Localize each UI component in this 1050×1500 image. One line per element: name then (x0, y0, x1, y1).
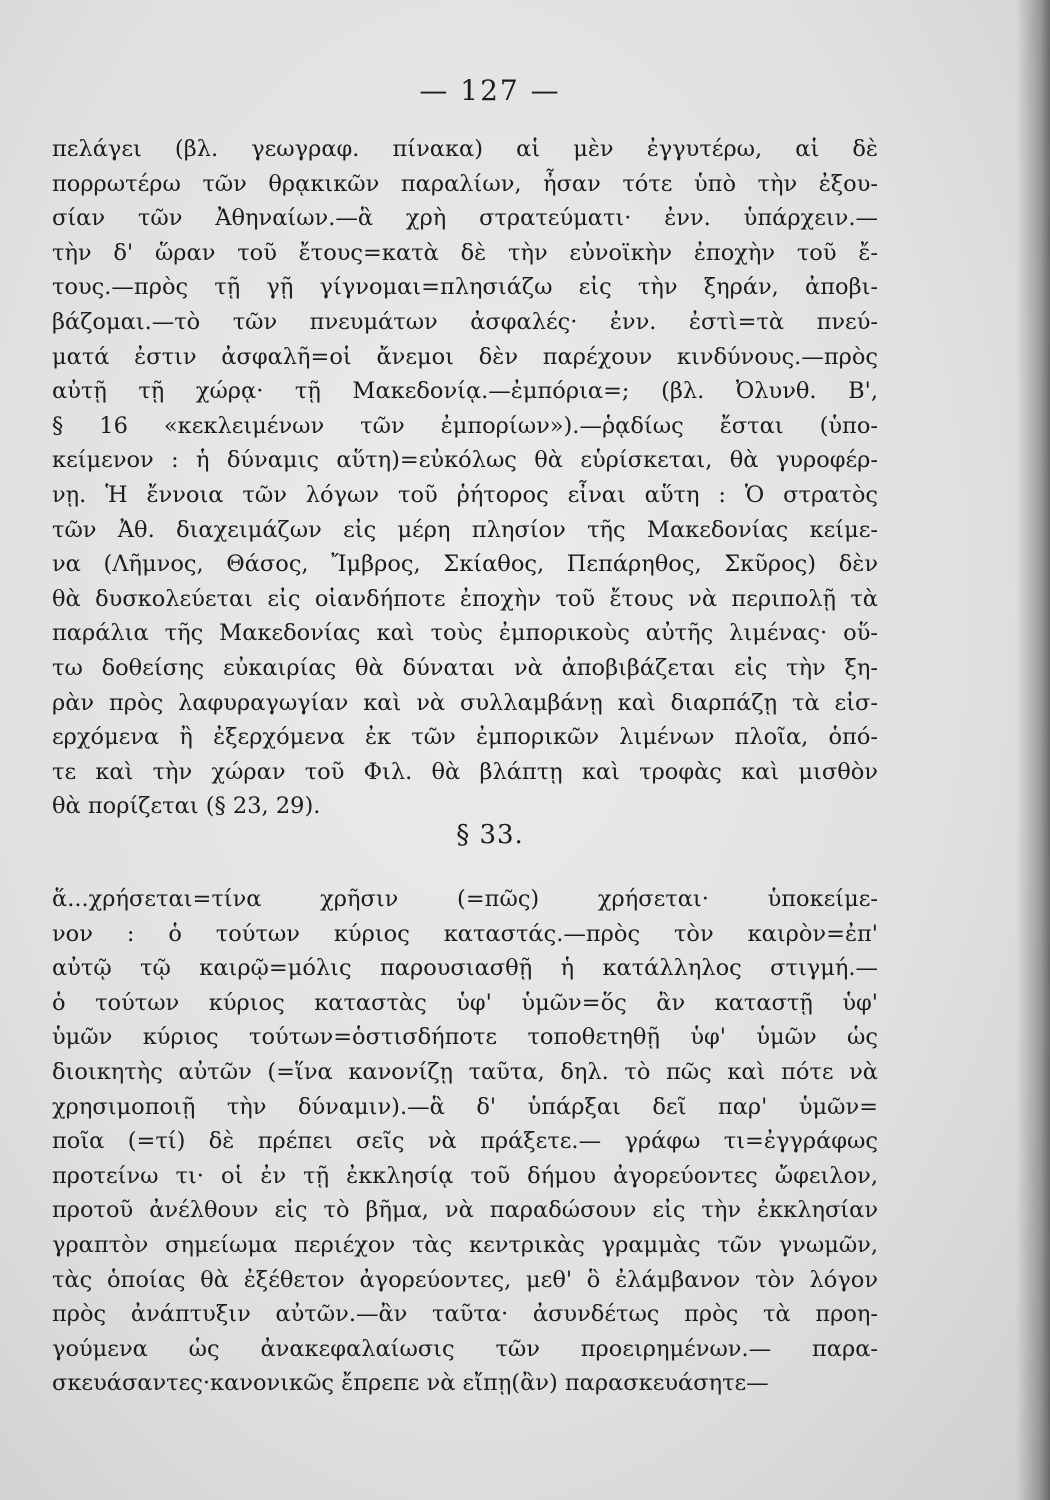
page-edge-shadow (1016, 0, 1050, 1500)
commentary-block-two (52, 882, 878, 1401)
page-number: — 127 — (419, 74, 561, 107)
text-line: σκευάσαντες·κανονικῶς ἔπρεπε νὰ εἴπῃ(ἂν) παρασκευάσητε— (52, 1370, 769, 1397)
text-line: αὐτῷ τῷ καιρῷ=μόλις παρουσιασθῇ ἡ κατάλληλος στιγμή.— (52, 955, 878, 982)
text-line: τε καὶ τὴν χώραν τοῦ Φιλ. θὰ βλάπτῃ καὶ τροφὰς καὶ μισθὸν (52, 758, 878, 785)
text-line: χρησιμοποιῇ τὴν δύναμιν).—ἃ δ' ὑπάρξαι δεῖ παρ' ὑμῶν= (52, 1093, 878, 1120)
text-line: αὐτῇ τῇ χώρᾳ· τῇ Μακεδονίᾳ.—ἐμπόρια=; (βλ. Ὀλυνθ. Β', (52, 378, 878, 405)
text-line: πρὸς ἀνάπτυξιν αὐτῶν.—ἂν ταῦτα· ἀσυνδέτως πρὸς τὰ προη- (52, 1301, 878, 1328)
text-line: σίαν τῶν Ἀθηναίων.—ἃ χρὴ στρατεύματι· ἐνν. ὑπάρχειν.— (52, 205, 878, 232)
commentary-block-one (52, 132, 878, 824)
text-line: γούμενα ὡς ἀνακεφαλαίωσις τῶν προειρημένων.— παρα- (52, 1335, 878, 1362)
text-line: κείμενον : ἡ δύναμις αὕτη)=εὐκόλως θὰ εὑρίσκεται, θὰ γυροφέρ- (52, 447, 878, 474)
text-line: τῶν Ἀθ. διαχειμάζων εἰς μέρη πλησίον τῆς Μακεδονίας κείμε- (52, 516, 878, 543)
text-line: τὴν δ' ὥραν τοῦ ἔτους=κατὰ δὲ τὴν εὐνοϊκὴν ἐποχὴν τοῦ ἔ- (52, 239, 878, 266)
text-line: νῃ. Ἡ ἔννοια τῶν λόγων τοῦ ῥήτορος εἶναι αὕτη : Ὁ στρατὸς (52, 481, 878, 508)
text-line: ερχόμενα ἢ ἐξερχόμενα ἐκ τῶν ἐμπορικῶν λιμένων πλοῖα, ὁπό- (52, 724, 878, 751)
text-line: τους.—πρὸς τῇ γῇ γίγνομαι=πλησιάζω εἰς τὴν ξηράν, ἀποβι- (52, 274, 878, 301)
text-line: πελάγει (βλ. γεωγραφ. πίνακα) αἱ μὲν ἐγγυτέρω, αἱ δὲ (52, 136, 878, 162)
text-line: βάζομαι.—τὸ τῶν πνευμάτων ἀσφαλές· ἐνν. ἐστὶ=τὰ πνεύ- (52, 308, 878, 335)
text-line: ὁ τούτων κύριος καταστὰς ὑφ' ὑμῶν=ὅς ἂν καταστῇ ὑφ' (52, 989, 878, 1016)
text-line: τω δοθείσης εὐκαιρίας θὰ δύναται νὰ ἀποβιβάζεται εἰς τὴν ξη- (52, 654, 878, 681)
text-line: ποῖα (=τί) δὲ πρέπει σεῖς νὰ πράξετε.— γράφω τι=ἐγγράφως (52, 1128, 878, 1155)
text-line: θὰ δυσκολεύεται εἰς οἱανδήποτε ἐποχὴν τοῦ ἔτους νὰ περιπολῇ τὰ (52, 585, 878, 612)
text-line: προτείνω τι· οἱ ἐν τῇ ἐκκλησίᾳ τοῦ δήμου ἀγορεύοντες ὤφειλον, (52, 1162, 878, 1189)
text-line: γραπτὸν σημείωμα περιέχον τὰς κεντρικὰς γραμμὰς τῶν γνωμῶν, (52, 1231, 878, 1258)
text-line: τὰς ὁποίας θὰ ἐξέθετον ἀγορεύοντες, μεθ' ὃ ἐλάμβανον τὸν λόγον (52, 1266, 878, 1293)
text-line: να (Λῆμνος, Θάσος, Ἴμβρος, Σκίαθος, Πεπάρηθος, Σκῦρος) δὲν (52, 551, 878, 578)
section-heading: § 33. (456, 820, 524, 850)
text-line: θὰ πορίζεται (§ 23, 29). (52, 793, 321, 820)
text-line: ἅ...χρήσεται=τίνα χρῆσιν (=πῶς) χρήσεται· ὑποκείμε- (52, 886, 878, 912)
text-line: § 16 «κεκλειμένων τῶν ἐμπορίων»).—ῥᾳδίως ἔσται (ὑπο- (52, 412, 878, 439)
text-line: προτοῦ ἀνέλθουν εἰς τὸ βῆμα, νὰ παραδώσουν εἰς τὴν ἐκκλησίαν (52, 1197, 878, 1224)
text-line: παράλια τῆς Μακεδονίας καὶ τοὺς ἐμπορικοὺς αὐτῆς λιμένας· οὕ- (52, 620, 878, 647)
text-line: ρὰν πρὸς λαφυραγωγίαν καὶ νὰ συλλαμβάνῃ καὶ διαρπάζῃ τὰ εἰσ- (52, 689, 878, 716)
text-line: διοικητὴς αὐτῶν (=ἵνα κανονίζῃ ταῦτα, δηλ. τὸ πῶς καὶ πότε νὰ (52, 1058, 878, 1085)
text-line: πορρωτέρω τῶν θρᾳκικῶν παραλίων, ἦσαν τότε ὑπὸ τὴν ἐξου- (52, 170, 878, 197)
text-line: νον : ὁ τούτων κύριος καταστάς.—πρὸς τὸν καιρὸν=ἐπ' (52, 920, 878, 947)
text-line: ὑμῶν κύριος τούτων=ὁστισδήποτε τοποθετηθῇ ὑφ' ὑμῶν ὡς (52, 1024, 878, 1051)
text-line: ματά ἐστιν ἀσφαλῆ=οἱ ἄνεμοι δὲν παρέχουν κινδύνους.—πρὸς (52, 343, 878, 370)
